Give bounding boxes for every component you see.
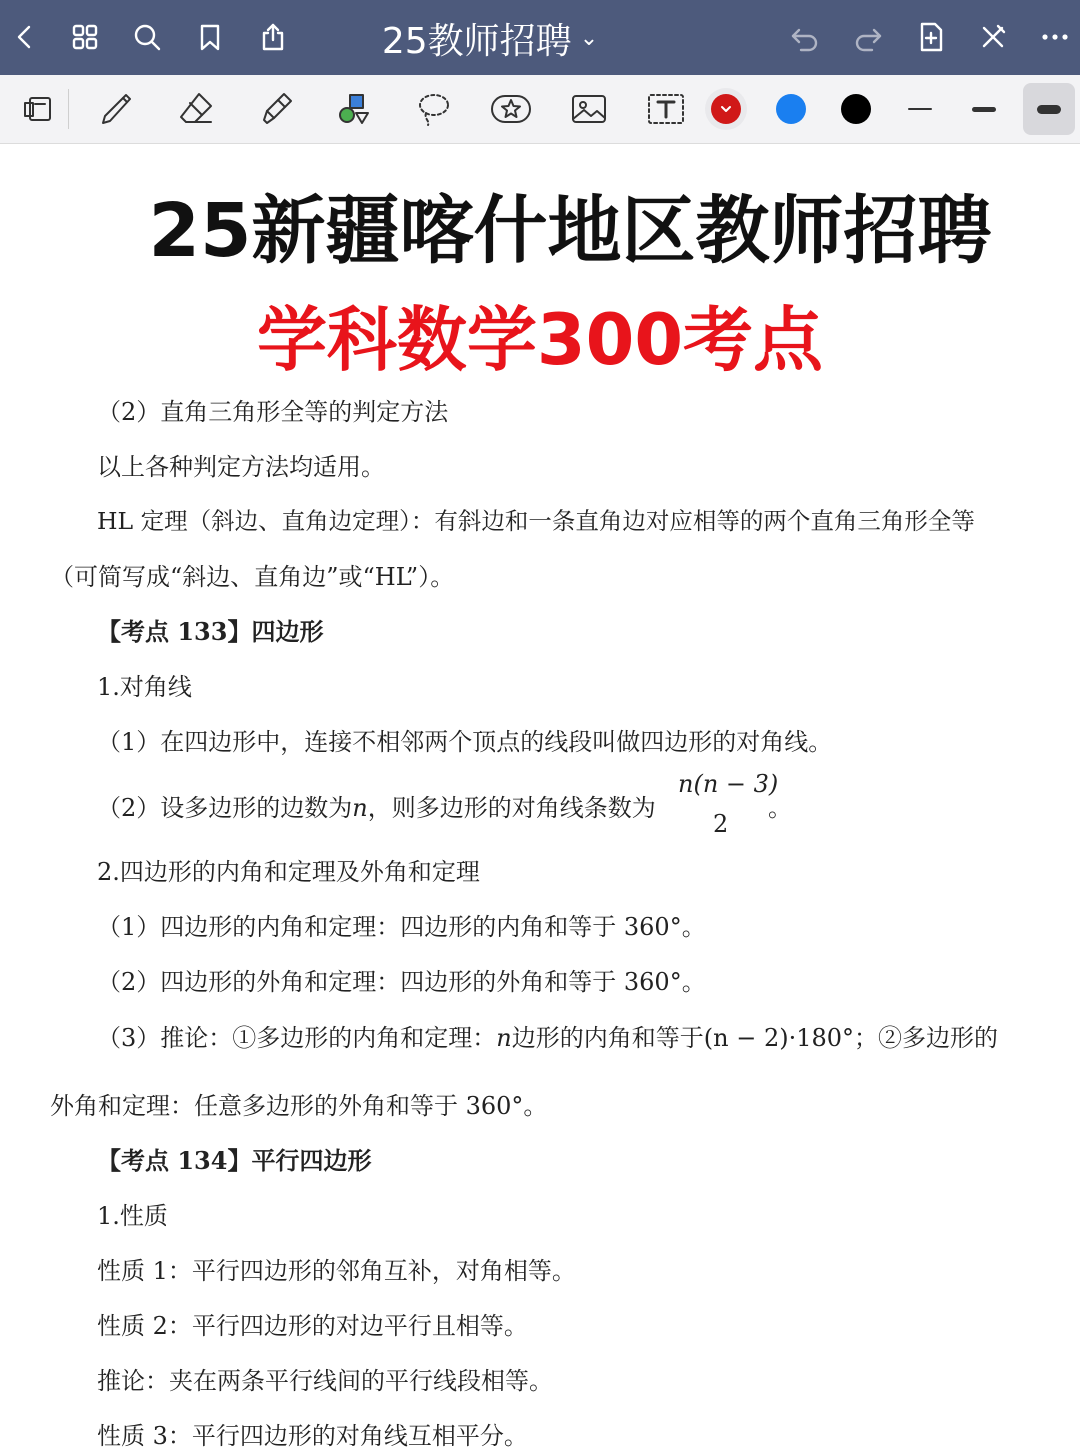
text-segment: （2）设多边形的边数为 bbox=[97, 794, 353, 822]
text-line: 性质 1：平行四边形的邻角互补，对角相等。 bbox=[97, 1257, 576, 1285]
text-line-formula bbox=[97, 788, 656, 823]
document-title-dropdown[interactable] bbox=[360, 10, 620, 66]
toolbar-divider bbox=[68, 89, 69, 129]
pen-icon[interactable] bbox=[90, 83, 142, 135]
pen-size-thin[interactable] bbox=[894, 83, 946, 135]
text-line: （2）四边形的外角和定理：四边形的外角和等于 360°。 bbox=[97, 968, 706, 996]
document-subheading: 学科数学300考点 bbox=[256, 299, 824, 381]
pen-size-medium[interactable] bbox=[958, 83, 1010, 135]
undo-icon[interactable] bbox=[780, 12, 830, 62]
color-red-swatch[interactable] bbox=[700, 83, 752, 135]
top-navigation-bar bbox=[0, 0, 1080, 75]
math-variable: n bbox=[496, 1024, 512, 1052]
image-icon[interactable] bbox=[563, 83, 615, 135]
grid-icon[interactable] bbox=[60, 12, 110, 62]
text-icon[interactable] bbox=[640, 83, 692, 135]
fraction-numerator: n(n − 3) bbox=[678, 770, 779, 798]
search-icon[interactable] bbox=[122, 12, 172, 62]
text-line: HL 定理（斜边、直角边定理）：有斜边和一条直角边对应相等的两个直角三角形全等 bbox=[97, 507, 975, 535]
shapes-icon[interactable] bbox=[328, 83, 380, 135]
add-page-icon[interactable] bbox=[906, 12, 956, 62]
pen-size-thick[interactable] bbox=[1023, 83, 1075, 135]
document-title: 25教师招聘 bbox=[381, 20, 572, 62]
lasso-icon[interactable] bbox=[408, 83, 460, 135]
text-line: （1）在四边形中，连接不相邻两个顶点的线段叫做四边形的对角线。 bbox=[97, 728, 833, 756]
share-icon[interactable] bbox=[248, 12, 298, 62]
color-black-swatch[interactable] bbox=[830, 83, 882, 135]
math-expression: (n − 2)·180° bbox=[703, 1024, 855, 1052]
color-blue-swatch[interactable] bbox=[765, 83, 817, 135]
fraction-denominator: 2 bbox=[713, 810, 729, 838]
text-line: 2.四边形的内角和定理及外角和定理 bbox=[97, 858, 480, 886]
page-layout-icon[interactable] bbox=[12, 83, 64, 135]
text-line: 1.对角线 bbox=[97, 673, 192, 701]
text-line: 1.性质 bbox=[97, 1202, 168, 1230]
text-line: 性质 2：平行四边形的对边平行且相等。 bbox=[97, 1312, 528, 1340]
text-line: （可简写成“斜边、直角边”或“HL”）。 bbox=[50, 563, 455, 591]
document-page bbox=[0, 144, 1080, 1450]
back-icon[interactable] bbox=[0, 12, 50, 62]
text-line: （1）四边形的内角和定理：四边形的内角和等于 360°。 bbox=[97, 913, 706, 941]
text-line: 外角和定理：任意多边形的外角和等于 360°。 bbox=[50, 1092, 548, 1120]
math-variable: n bbox=[352, 794, 368, 822]
text-line: 推论：夹在两条平行线间的平行线段相等。 bbox=[97, 1367, 553, 1395]
section-heading: 【考点 134】平行四边形 bbox=[97, 1146, 372, 1175]
close-pen-icon[interactable] bbox=[968, 12, 1018, 62]
highlighter-icon[interactable] bbox=[250, 83, 302, 135]
text-line: 性质 3：平行四边形的对角线互相平分。 bbox=[97, 1422, 528, 1450]
text-line: （2）直角三角形全等的判定方法 bbox=[97, 398, 449, 426]
text-segment: ；②多边形的 bbox=[854, 1024, 999, 1052]
redo-icon[interactable] bbox=[843, 12, 893, 62]
text-segment: 边形的内角和等于 bbox=[511, 1024, 704, 1052]
annotation-toolbar bbox=[0, 75, 1080, 144]
text-segment: 。 bbox=[768, 794, 792, 822]
section-heading: 【考点 133】四边形 bbox=[97, 617, 324, 646]
document-heading: 25新疆喀什地区教师招聘 bbox=[148, 188, 992, 274]
sticker-icon[interactable] bbox=[485, 83, 537, 135]
text-segment: ，则多边形的对角线条数为 bbox=[367, 794, 656, 822]
text-line-formula bbox=[97, 1018, 998, 1053]
chevron-down-icon: ⌄ bbox=[579, 25, 599, 51]
more-icon[interactable] bbox=[1030, 12, 1080, 62]
bookmark-icon[interactable] bbox=[185, 12, 235, 62]
eraser-icon[interactable] bbox=[170, 83, 222, 135]
text-line: 以上各种判定方法均适用。 bbox=[97, 453, 385, 481]
text-segment: （3）推论：①多边形的内角和定理： bbox=[97, 1024, 497, 1052]
